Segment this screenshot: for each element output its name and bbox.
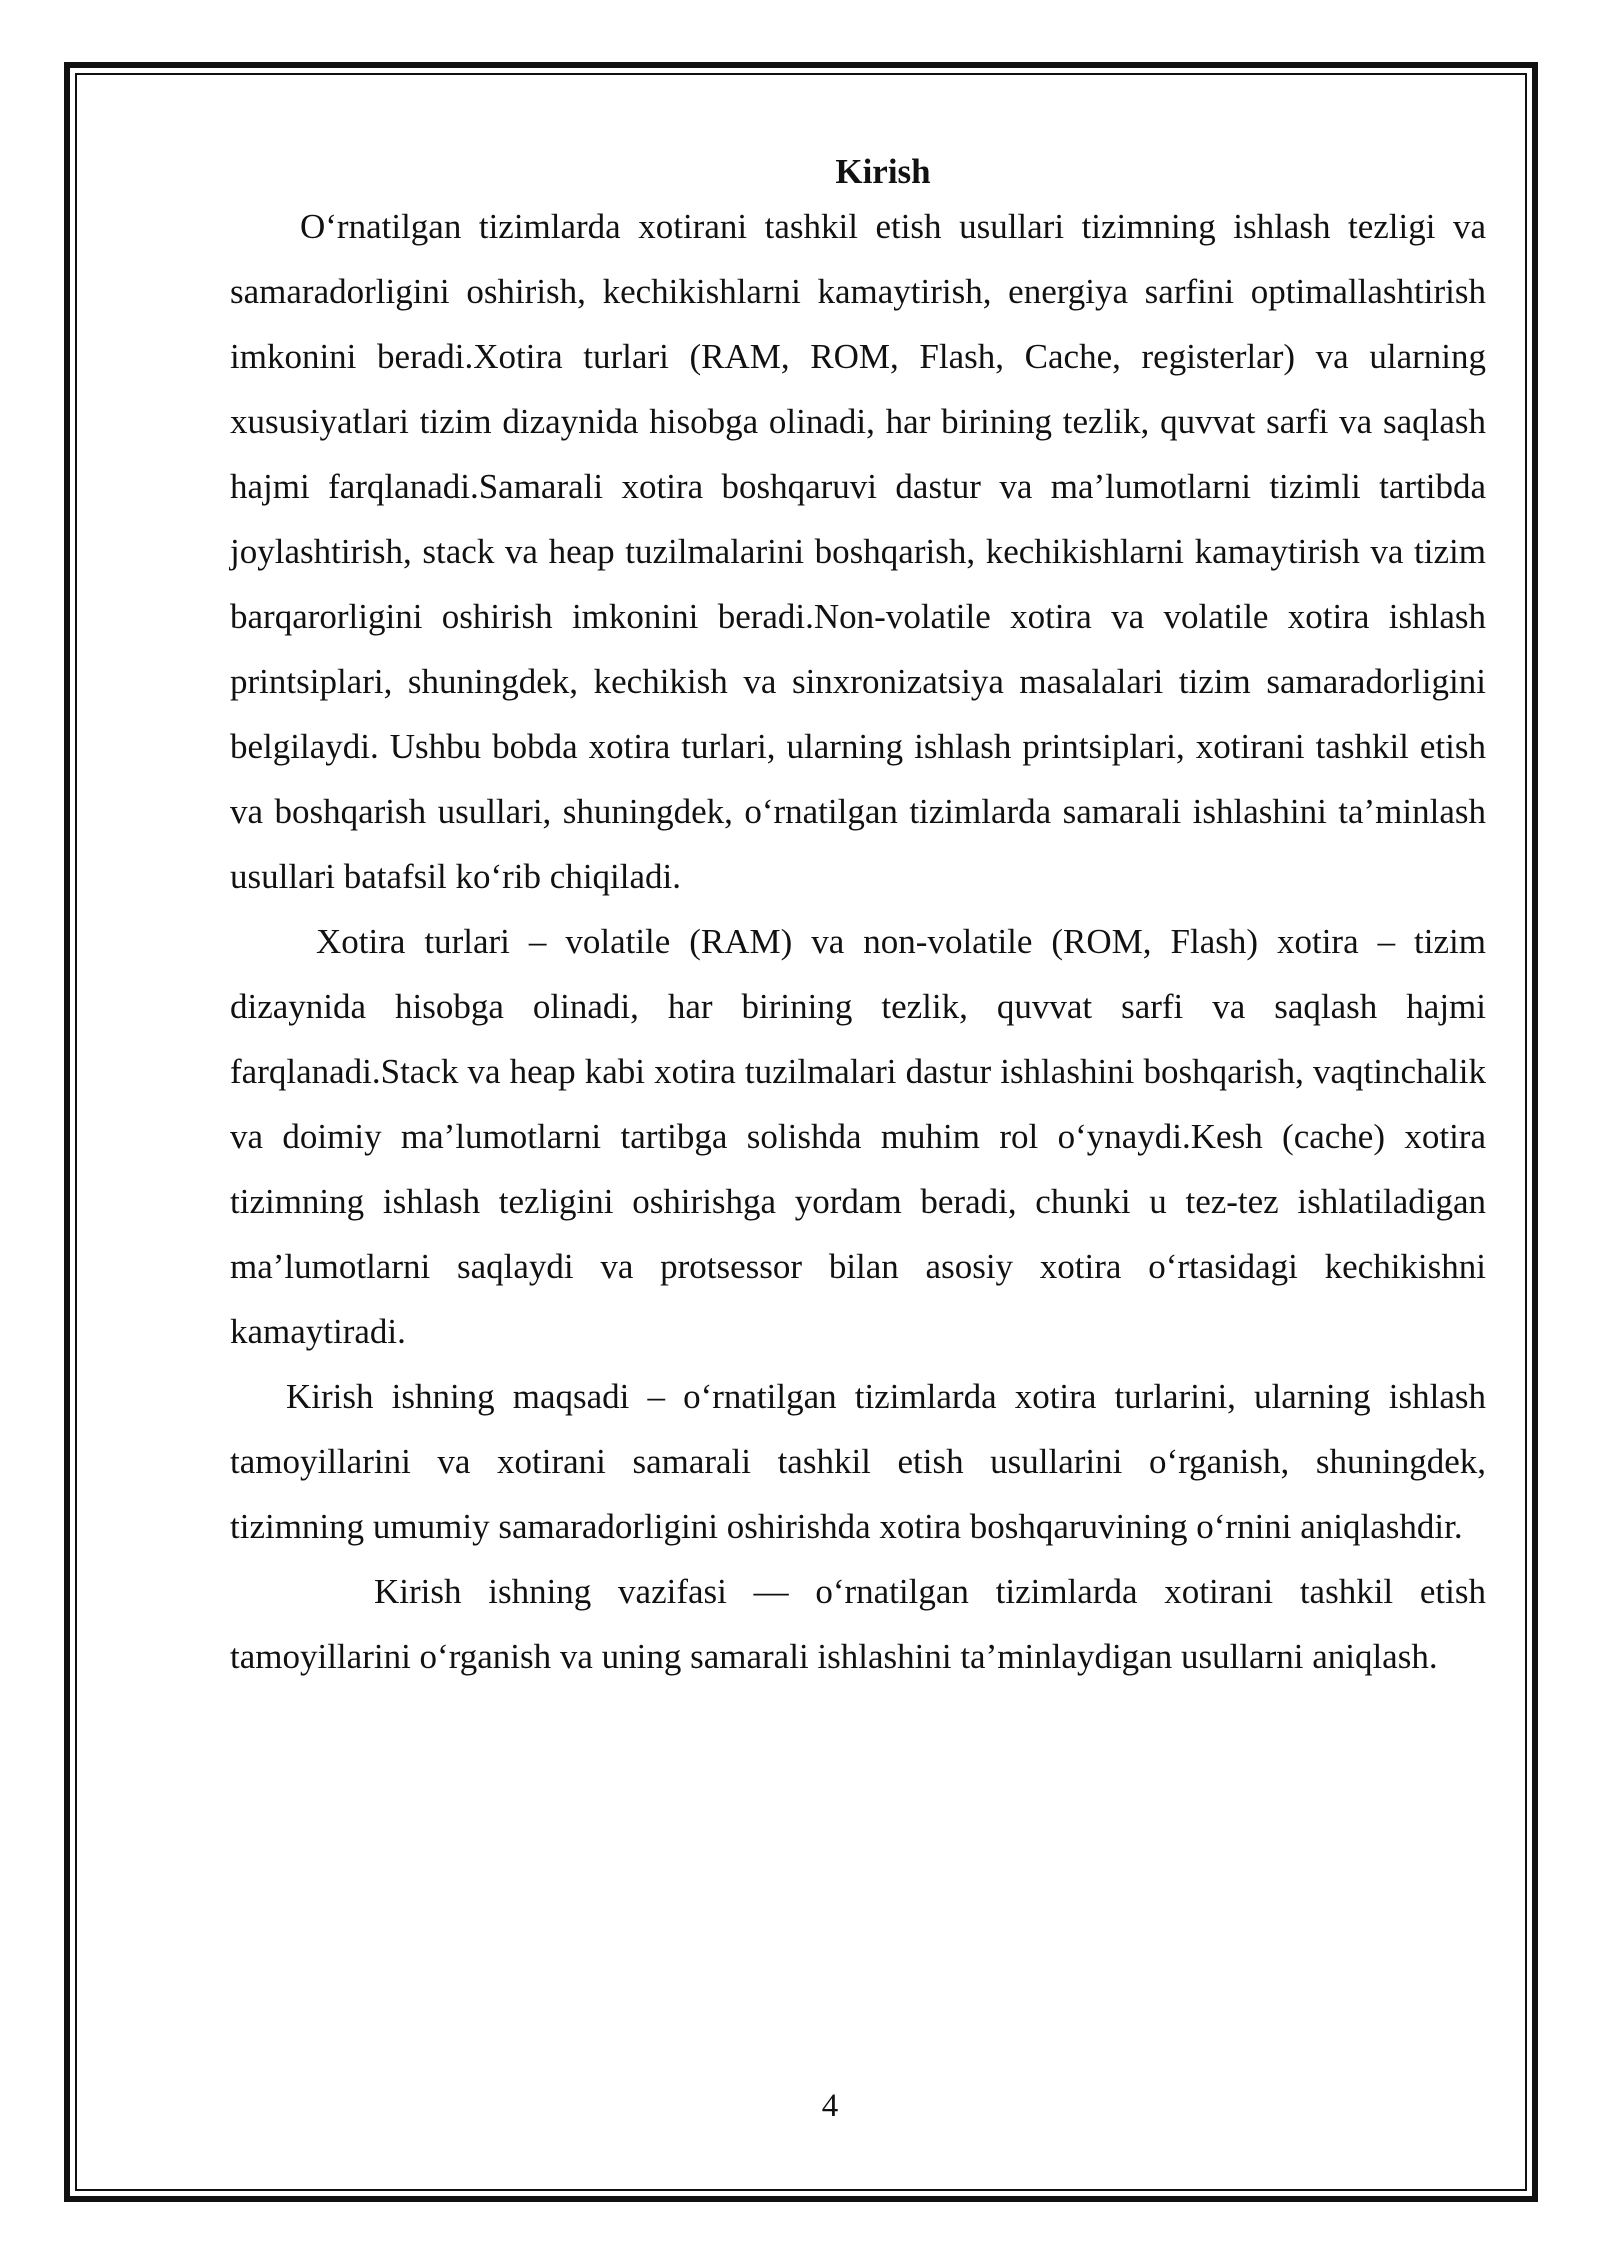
paragraph-1: O‘rnatilgan tizimlarda xotirani tashkil etish usullari tizimning ishlash tezligi va samaradorligini oshirish, kechikishlarni kamaytirish, energiya sarfini optimallashtirish imkonini beradi.Xotira turlari (RAM, ROM, Flash, Cache, registerlar) va ularning xususiyatlari tizim dizaynida hisobga olinadi, har birining tezlik, quvvat sarfi va saqlash hajmi farqlanadi.Samarali xotira boshqaruvi dastur va ma’lumotlarni tizimli tartibda joylashtirish, stack va heap tuzilmalarini boshqarish, kechikishlarni kamaytirish va tizim barqarorligini oshirish imkonini beradi.Non-volatile xotira va volatile xotira ishlash printsiplari, shuningdek, kechikish va sinxronizatsiya masalalari tizim samaradorligini belgilaydi. Ushbu bobda xotira turlari, ularning ishlash printsiplari, xotirani tashkil etish va boshqarish usullari, shuningdek, o‘rnatilgan tizimlarda samarali ishlashini ta’minlash usullari batafsil ko‘rib chiqiladi.: [230, 207, 1486, 896]
section-heading: Kirish: [835, 152, 931, 191]
paragraph-2: Xotira turlari – volatile (RAM) va non-volatile (ROM, Flash) xotira – tizim dizaynida hisobga olinadi, har birining tezlik, quvvat sarfi va saqlash hajmi farqlanadi.Stack va heap kabi xotira tuzilmalari dastur ishlashini boshqarish, vaqtinchalik va doimiy ma’lumotlarni tartibga solishda muhim rol o‘ynaydi.Kesh (cache) xotira tizimning ishlash tezligini oshirishga yordam beradi, chunki u tez-tez ishlatiladigan ma’lumotlarni saqlaydi va protsessor bilan asosiy xotira o‘rtasidagi kechikishni kamaytiradi.: [230, 922, 1486, 1351]
paragraph-3: Kirish ishning maqsadi – o‘rnatilgan tizimlarda xotira turlarini, ularning ishlash tamoyillarini va xotirani samarali tashkil etish usullarini o‘rganish, shuningdek, tizimning umumiy samaradorligini oshirishda xotira boshqaruvining o‘rnini aniqlashdir.: [230, 1377, 1486, 1546]
paragraph-4: Kirish ishning vazifasi — o‘rnatilgan tizimlarda xotirani tashkil etish tamoyillarini o‘rganish va uning samarali ishlashini ta’minlaydigan usullarni aniqlash.: [230, 1572, 1486, 1676]
document-body: [230, 150, 1486, 1689]
page-number: 4: [821, 2088, 839, 2124]
